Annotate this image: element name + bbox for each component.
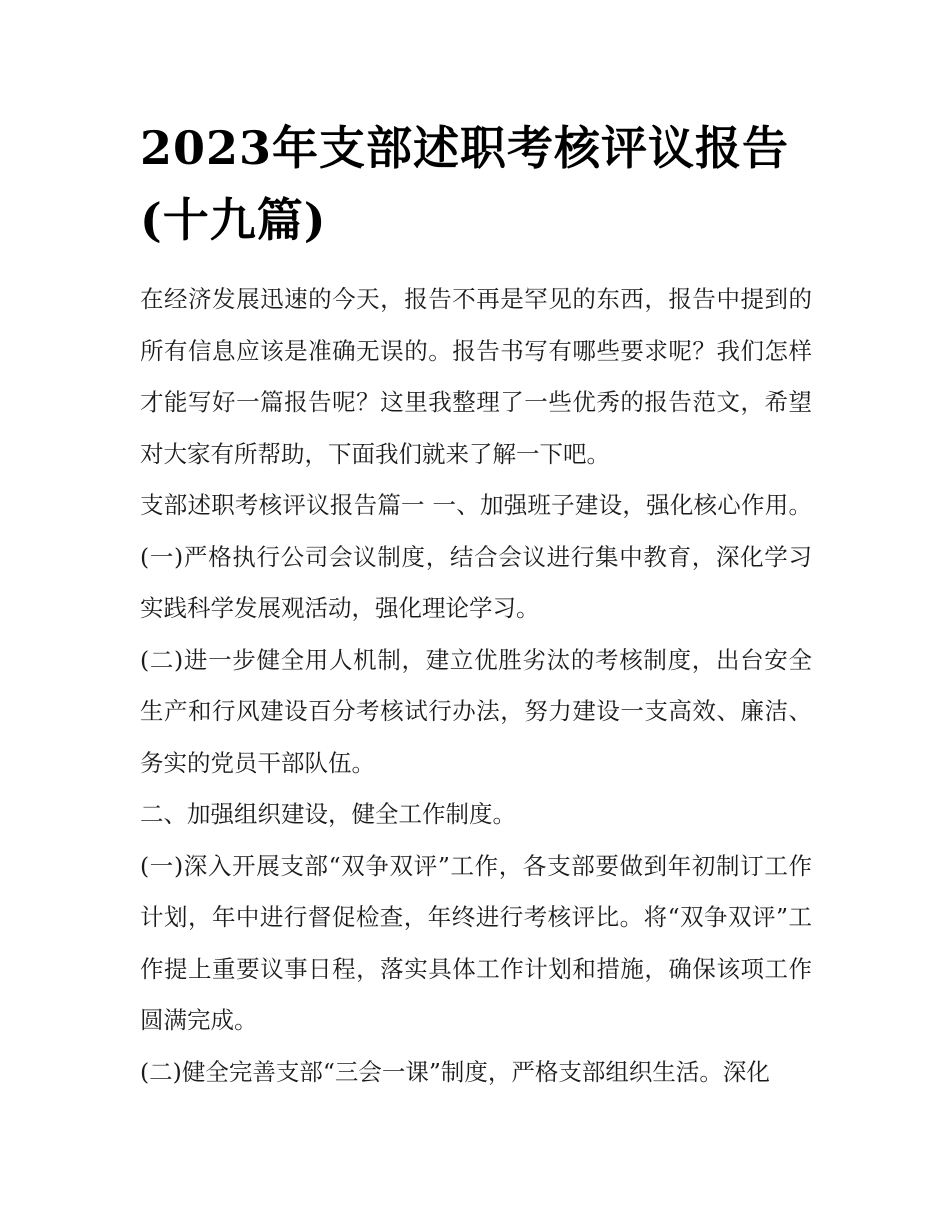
paragraph-heading-2: 二、加强组织建设，健全工作制度。 xyxy=(140,800,516,828)
paragraph-intro: 在经济发展迅速的今天，报告不再是罕见的东西，报告中提到的所有信息应该是准确无误的。报告书写有哪些要求呢？我们怎样才能写好一篇报告呢？这里我整理了一些优秀的报告范文，希望对大家有所帮助，下面我们就来了解一下吧。 xyxy=(140,285,812,468)
title-line-1: 2023年支部述职考核评议报告 xyxy=(140,121,790,175)
paragraph-item-2: (二)进一步健全用人机制，建立优胜劣汰的考核制度，出台安全生产和行风建设百分考核试行办法，努力建设一支高效、廉洁、务实的党员干部队伍。 xyxy=(140,645,812,777)
paragraph-item-2-1: (一)深入开展支部“双争双评”工作，各支部要做到年初制订工作计划，年中进行督促检查，年终进行考核评比。将“双争双评”工作提上重要议事日程，落实具体工作计划和措施，确保该项工作圆满完成。 xyxy=(140,851,812,1034)
title-line-2: (十九篇) xyxy=(140,193,327,247)
document-body xyxy=(140,274,812,1098)
paragraph-item-2-2: (二)健全完善支部“三会一课”制度，严格支部组织生活。深化 xyxy=(140,1057,770,1086)
document-page xyxy=(140,112,812,1098)
paragraph-section-1: 支部述职考核评议报告篇一 一、加强班子建设，强化核心作用。 (一)严格执行公司会议制度，结合会议进行集中教育，深化学习实践科学发展观活动，强化理论学习。 xyxy=(140,491,812,622)
document-title xyxy=(140,112,812,256)
